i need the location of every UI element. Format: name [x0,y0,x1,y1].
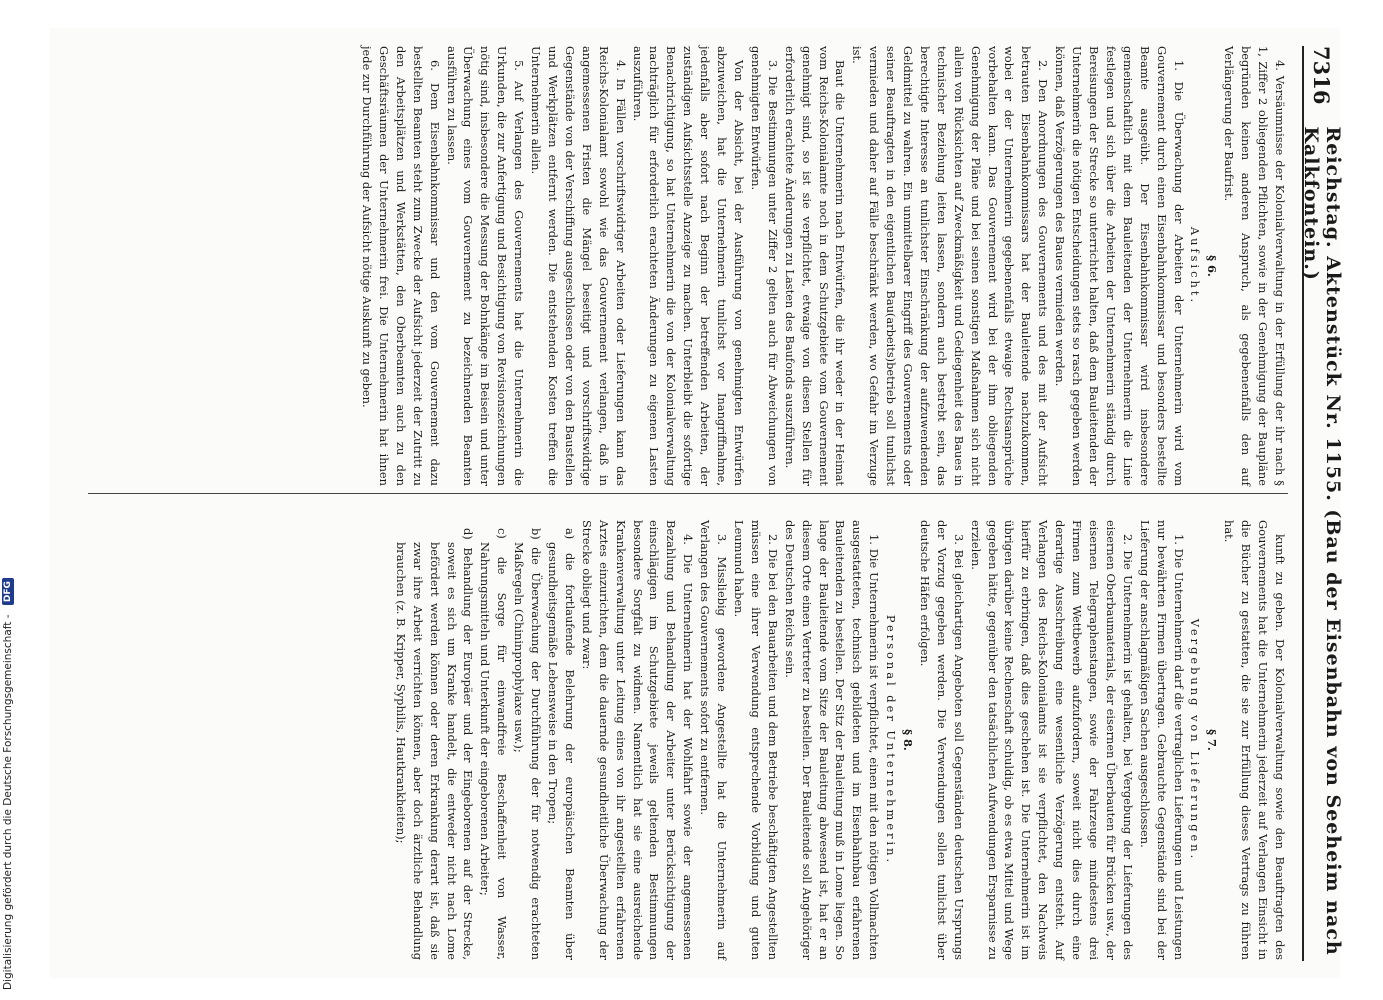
running-head: Reichstag. Aktenstück Nr. 1155. (Bau der Eisenbahn von Seeheim nach Kalkfontein.) [1300,126,1344,956]
paragraph: 4. In Fällen vorschriftswidriger Arbeiten oder Lieferungen kann das Reichs-Kolonialamt sowohl wie das Gouvernement verlangen, daß in angemessenen Fristen die Mängel beseitigt und vorschriftswidrige Gegenstände von der Verschiffung ausgeschlossen oder von den Baustellen und Werkplätzen entfernt werden. Die entstehenden Kosten treffen die Unternehmerin allein. [529,46,628,486]
paragraph: 1. Die Unternehmerin darf die vertraglichen Lieferungen und Leistungen nur bewährten Firmen übertragen. Gebrauchte Gegenstände sind bei der Lieferung der anschlagmäßigen Sachen ausgeschlossen. [1137,520,1186,960]
paragraph: 3. Missliebig gewordene Angestellte hat die Unternehmerin auf Verlangen des Gouvernements sofort zu entfernen. [698,520,730,960]
list-item: d) Behandlung der Europäer und der Eingeborenen auf der Strecke, soweit es sich um Kranke handelt, die entweder nicht nach Lome befördert werden können oder deren Erkrankung derart ist, daß sie zwar ihre Arbeit verrichten können, aber doch ärztliche Behandlung brauchen (z. B. Kripper, Syphilis, Hautkrankheiten); [393,528,476,960]
section-title: Aufsicht. [1188,226,1203,306]
paragraph: 6. Dem Eisenbahnkommissar und den vom Gouvernement dazu bestellten Beamten steht zum Zwecke der Aufsicht jederzeit der Zutritt zu den Arbeitsplätzen und Werkstätten, den Oberbeamten auch zu den Geschäftsräumen der Unternehmerin frei. Die Unternehmerin hat ihnen jede zur Durchführung der Aufsicht nötige Auskunft zu geben. [360,46,442,486]
list-item: b) die Überwachung der Durchführung der für notwendig erachteten Maßregeln (Chininprophylaxe usw.); [512,528,544,960]
paragraph: 3. Die Bestimmungen unter Ziffer 2 gelten auch für Abweichungen von genehmigten Entwürfen. [748,46,780,486]
section-heading: § 8. [901,729,916,751]
list-item: a) die fortlaufende Belehrung der europäischen Beamten über gesundheitsgemäße Lebensweise in den Tropen; [546,528,577,960]
paragraph: 3. Bei gleichartigen Angeboten soll Gegenständen deutschen Ursprungs der Vorzug gegeben werden. Die Verwendungen sollen tunlichst über deutsche Häfen erfolgen. [917,520,966,960]
section-title: Vergebung von Lieferungen. [1188,618,1203,862]
list-item: c) die Sorge für einwandfreie Beschaffenheit von Wasser, Nahrungsmitteln und Unterkunft der eingeborenen Arbeiter; [478,528,510,960]
page-header [1300,46,1344,961]
dfg-logo-icon: DFG [2,578,14,605]
paragraph: Baut die Unternehmerin nach Entwürfen, die ihr weder in der Heimat vom Reichs-Kolonialamte noch in dem Schutzgebiete vom Gouvernement genehmigt sind, so ist sie verpflichtet, etwaige von diesen Stellen für erforderlich erachtete Änderungen zu Lasten des Baufonds auszuführen. [782,46,848,486]
paragraph: 5. Auf Verlangen des Gouvernements hat die Unternehmerin die Urkunden, die zur Anfertigung und Besichtigung von Revisionszeichnungen nötig sind, insbesondere die Messung der Bohnkänge im Beisein und unter Überwachung eines vom Gouvernement zu bezeichnenden Beamten ausführen zu lassen. [444,46,527,486]
section-title: Personal der Unternehmerin. [884,614,899,866]
paragraph: 4. Die Unternehmerin hat der Wohlfahrt sowie der angemessenen Bezahlung und Behandlung der Arbeiter unter Berücksichtigung der einschlägigen im Schutzgebiete jeweils geltenden Bestimmungen besondere Sorgfalt zu widmen. Namentlich hat sie eine ausreichende Krankenverwaltung unter Leitung eines von ihr angestellten erfahrenen Arztes einzurichten, dem die dauernde gesundheitliche Überwachung der Strecke obliegt und zwar: [579,520,696,960]
sidebar-credit [2,578,14,990]
paragraph: 2. Den Anordnungen des Gouvernements und des mit der Aufsicht betrauten Eisenbahnkommissars hat der Bauleitende nachzukommen, wobei er der Unternehmerin gegebenenfalls etwaige Rechtsansprüche vorbehalten kann. Das Gouvernement wird bei der ihm obliegenden Genehmigung der Pläne und bei seinen sonstigen Maßnahmen sich nicht allein von Rücksichten auf Zweckmäßigkeit und Gediegenheit des Baues in technischer Beziehung leiten lassen, sondern auch bestrebt sein, das berechtigte Interesse an tunlichster Einschränkung der aufzuwendenden Geldmittel zu wahren. Ein unmittelbarer Eingriff des Gouvernements oder seiner Beauftragten in den eigentlichen Bau(arbeits)betrieb soll tunlichst vermieden und daher auf Fälle beschränkt werden, wo Gefahr im Verzuge ist. [850,46,1051,486]
column-divider [88,493,1288,494]
section-heading: § 7. [1205,729,1220,751]
paragraph: Von der Absicht, bei der Ausführung von genehmigten Entwürfen abzuweichen, hat die Unternehmerin tunlichst vor Inangriffnahme, jedenfalls aber sofort nach Beginn der betreffenden Arbeiten, der zuständigen Aufsichtsstelle Anzeige zu machen. Unterbleibt die sofortige Benachrichtigung, so hat Unternehmerin die von der Kolonialverwaltung nachträglich für erforderlich erachteten Änderungen zu eigenen Lasten auszuführen. [630,46,746,486]
document-page [50,28,1344,978]
paragraph: 2. Die bei den Bauarbeiten und dem Betriebe beschäftigten Angestellten müssen eine ihrer Verwendung entsprechende Vorbildung und guten Leumund haben. [732,520,780,960]
paragraph: 1. Die Unternehmerin ist verpflichtet, einen mit den nötigen Vollmachten ausgestatteten, technisch gebildeten und im Eisenbahnbau erfahrenen Bauleitenden zu bestellen. Der Sitz der Bauleitung muß in Lome liegen. So lange der Bauleitende vom Sitze der Bauleitung abwesend ist, hat er an diesem Orte einen Vertreter zu bestellen. Der Bauleitende soll Angehöriger des Deutschen Reichs sein. [782,520,882,960]
section-heading: § 6. [1205,255,1220,277]
dfg-sidebar [0,0,24,1000]
paragraph: kunft zu geben. Der Kolonialverwaltung sowie den Beauftragten des Gouvernements hat die Unternehmerin jederzeit auf Verlangen Einsicht in die Bücher zu gestatten, die sie zur Erfüllung dieses Vertrags zu führen hat. [1222,520,1287,960]
credit-text: Digitalisierung gefördert durch die Deutsche Forschungsgemeinschaft - [2,614,14,990]
left-column [358,46,1288,486]
paragraph: 2. Die Unternehmerin ist gehalten, bei Vergebung der Lieferungen des eisernen Oberbaumaterials, der eisernen Überbauten für Brücken usw., der eisernen Telegraphenstangen, sowie der Fahrzeuge mindestens drei Firmen zum Wettbewerb aufzufordern, soweit nicht dies durch eine derartige Ausschreibung eine wesentliche Verzögerung entsteht. Auf Verlangen des Reichs-Kolonialamts ist sie verpflichtet, den Nachweis hierfür zu erbringen, daß dies geschehen ist. Die Unternehmerin ist im übrigen darüber keine Rechenschaft schuldig, ob es etwa Mittel und Wege gegeben hätte, gegenüber den tatsächlichen Aufwendungen Ersparnisse zu erzielen. [968,520,1135,960]
page-number: 7316 [1309,46,1335,105]
paragraph: 4. Versäumnisse der Kolonialverwaltung in der Erfüllung der ihr nach § 1, Ziffer 2 obliegenden Pflichten, sowie in der Genehmigung der Baupläne begründen keinen anderen Anspruch, als gegebenenfalls den auf Verlängerung der Baufrist. [1222,46,1287,486]
paragraph: 1. Die Überwachung der Arbeiten der Unternehmerin wird vom Gouvernement durch einen Eisenbahnkommissar und besonders bestellte Beamte ausgeübt. Der Eisenbahnkommissar wird insbesondere gemeinschaftlich mit dem Bauleitenden der Unternehmerin die Linie festlegen und sich über die Arbeiten der Unternehmerin ständig durch Bereisungen der Strecke so unterrichtet halten, daß dem Bauleitenden der Unternehmerin die nötigen Entscheidungen stets so rasch gegeben werden können, daß Verzögerungen des Baues vermieden werden. [1053,46,1186,486]
right-column [392,520,1288,960]
